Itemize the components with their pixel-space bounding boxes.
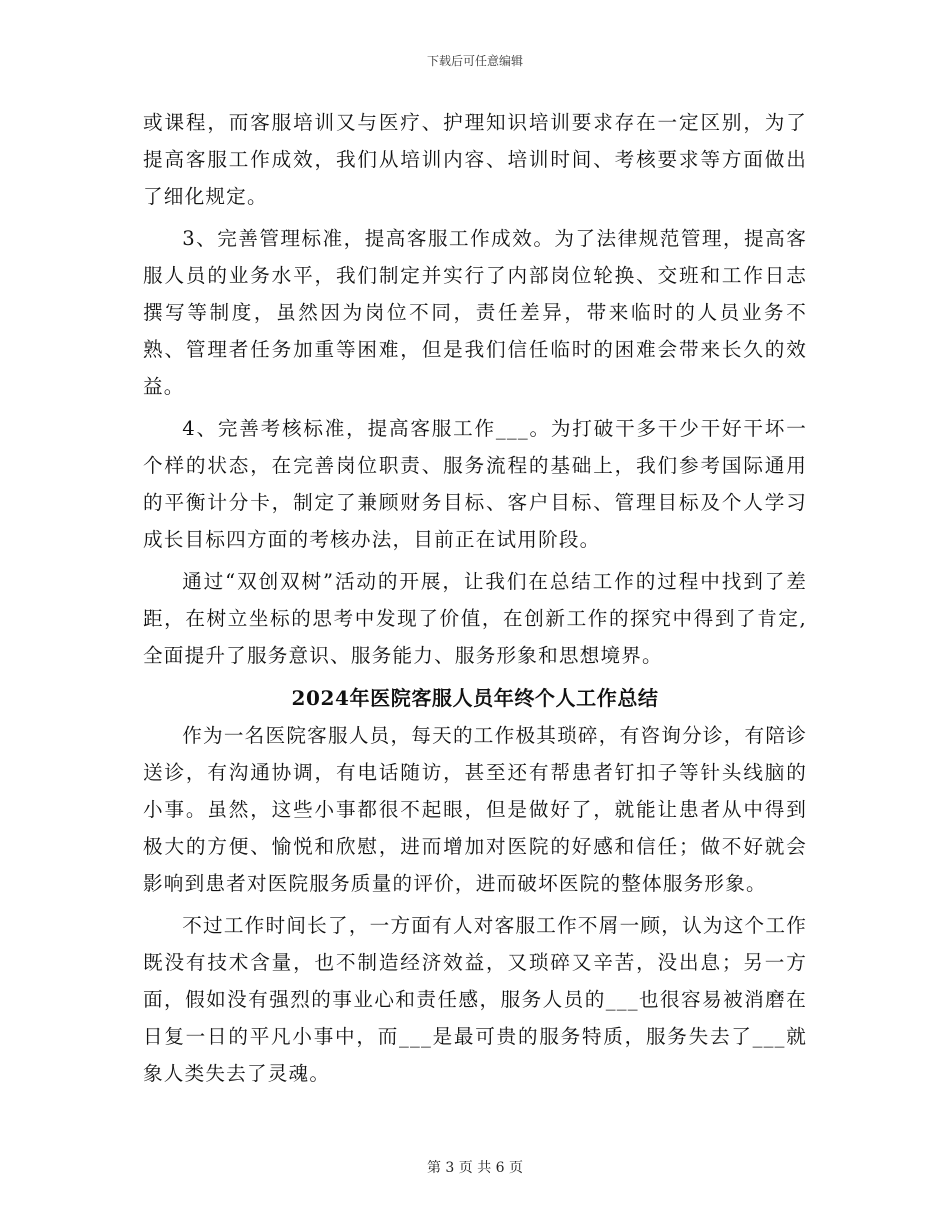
paragraph-continued: 或课程，而客服培训又与医疗、护理知识培训要求存在一定区别，为了提高客服工作成效，我们从培训内容、培训时间、考核要求等方面做出了细化规定。 (143, 111, 807, 208)
document-body (143, 104, 807, 1097)
page-footer: 第 3 页 共 6 页 (426, 1160, 524, 1176)
section-title: 2024年医院客服人员年终个人工作总结 (291, 686, 659, 710)
paragraph-intro: 作为一名医院客服人员，每天的工作极其琐碎，有咨询分诊，有陪诊送诊，有沟通协调，有电话随访，甚至还有帮患者钉扣子等针头线脑的小事。虽然，这些小事都很不起眼，但是做好了，就能让患者从中得到极大的方便、愉悦和欣慰，进而增加对医院的好感和信任；做不好就会影响到患者对医院服务质量的评价，进而破坏医院的整体服务形象。 (143, 724, 807, 895)
paragraph-item-3: 3、完善管理标准，提高客服工作成效。为了法律规范管理，提高客服人员的业务水平，我们制定并实行了内部岗位轮换、交班和工作日志撰写等制度，虽然因为岗位不同，责任差异，带来临时的人员业务不熟、管理者任务加重等困难，但是我们信任临时的困难会带来长久的效益。 (143, 227, 807, 398)
paragraph-conclusion: 通过“双创双树”活动的开展，让我们在总结工作的过程中找到了差距，在树立坐标的思考中发现了价值，在创新工作的探究中得到了肯定,全面提升了服务意识、服务能力、服务形象和思想境界。 (143, 570, 807, 667)
paragraph-item-4: 4、完善考核标准，提高客服工作___。为打破干多干少干好干坏一个样的状态，在完善岗位职责、服务流程的基础上，我们参考国际通用的平衡计分卡，制定了兼顾财务目标、客户目标、管理目标及个人学习成长目标四方面的考核办法，目前正在试用阶段。 (143, 417, 807, 551)
paragraph-reflection: 不过工作时间长了，一方面有人对客服工作不屑一顾，认为这个工作既没有技术含量，也不制造经济效益，又琐碎又辛苦，没出息；另一方面，假如没有强烈的事业心和责任感，服务人员的___也很容易被消磨在日复一日的平凡小事中，而___是最可贵的服务特质，服务失去了___就象人类失去了灵魂。 (143, 914, 807, 1085)
page-header: 下载后可任意编辑 (426, 54, 523, 68)
